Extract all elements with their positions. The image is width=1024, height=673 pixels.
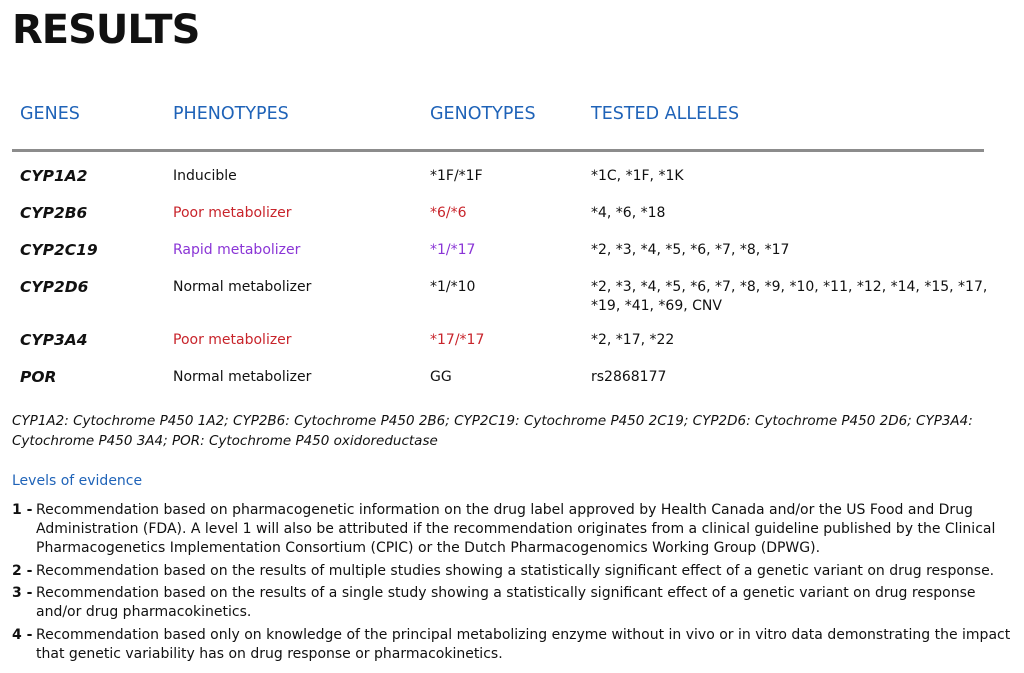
phenotype-cell: Normal metabolizer [173, 279, 312, 295]
page-title: RESULTS [12, 7, 200, 53]
alleles-cell: rs2868177 [591, 369, 667, 385]
evidence-level-text: Recommendation based on the results of multiple studies showing a statistically significant effect of a genetic variant on drug response. [36, 563, 995, 579]
column-header-tested-alleles: TESTED ALLELES [591, 104, 740, 124]
phenotype-cell: Inducible [173, 168, 237, 184]
phenotype-cell: Poor metabolizer [173, 332, 292, 348]
alleles-cell: *1C, *1F, *1K [591, 168, 684, 184]
gene-name: CYP3A4 [20, 331, 88, 349]
genotype-cell: GG [430, 369, 452, 385]
evidence-item [12, 626, 1022, 664]
alleles-cell: *2, *3, *4, *5, *6, *7, *8, *17 [591, 242, 790, 258]
phenotype-cell: Rapid metabolizer [173, 242, 301, 258]
alleles-cell: *4, *6, *18 [591, 205, 666, 221]
genotype-cell: *1/*10 [430, 279, 476, 295]
gene-name: POR [20, 368, 57, 386]
evidence-item [12, 562, 1022, 581]
levels-of-evidence-title: Levels of evidence [12, 473, 143, 489]
genotype-cell: *1/*17 [430, 242, 476, 258]
phenotype-cell: Normal metabolizer [173, 369, 312, 385]
alleles-cell: *2, *3, *4, *5, *6, *7, *8, *9, *10, *11, *12, *14, *15, *17, *19, *41, *69, CNV [591, 279, 988, 314]
gene-name: CYP2C19 [20, 241, 98, 259]
evidence-level-number: 4 - [12, 627, 33, 643]
column-header-phenotypes: PHENOTYPES [173, 104, 289, 124]
abbreviations-note: CYP1A2: Cytochrome P450 1A2; CYP2B6: Cytochrome P450 2B6; CYP2C19: Cytochrome P450 2C19; CYP2D6: Cytochrome P450 2D6; CYP3A4: Cytochrome P450 3A4; POR: Cytochrome P450 oxidoreductase [12, 413, 973, 449]
column-header-genotypes: GENOTYPES [430, 104, 536, 124]
genotype-cell: *17/*17 [430, 332, 485, 348]
genotype-cell: *6/*6 [430, 205, 467, 221]
column-header-genes: GENES [20, 104, 80, 124]
evidence-level-number: 2 - [12, 563, 33, 579]
genotype-cell: *1F/*1F [430, 168, 483, 184]
header-divider [12, 149, 984, 152]
gene-name: CYP2D6 [20, 278, 89, 296]
gene-name: CYP2B6 [20, 204, 88, 222]
alleles-cell: *2, *17, *22 [591, 332, 675, 348]
evidence-level-text: Recommendation based on the results of a single study showing a statistically significant effect of a genetic variant on drug response and/or drug pharmacokinetics. [36, 585, 976, 620]
evidence-level-number: 1 - [12, 502, 33, 518]
evidence-level-text: Recommendation based on pharmacogenetic information on the drug label approved by Health Canada and/or the US Food and Drug Administration (FDA). A level 1 will also be attributed if the recommendation originates from a clinical guideline published by the Clinical Pharmacogenetics Implementation Consortium (CPIC) or the Dutch Pharmacogenomics Working Group (DPWG). [36, 502, 996, 556]
evidence-level-number: 3 - [12, 585, 33, 601]
evidence-level-text: Recommendation based only on knowledge of the principal metabolizing enzyme without in vivo or in vitro data demonstrating the impact that genetic variability has on drug response or pharmacokinetics. [36, 627, 1011, 662]
gene-name: CYP1A2 [20, 167, 88, 185]
evidence-item [12, 584, 1022, 622]
evidence-item [12, 501, 1022, 558]
phenotype-cell: Poor metabolizer [173, 205, 292, 221]
